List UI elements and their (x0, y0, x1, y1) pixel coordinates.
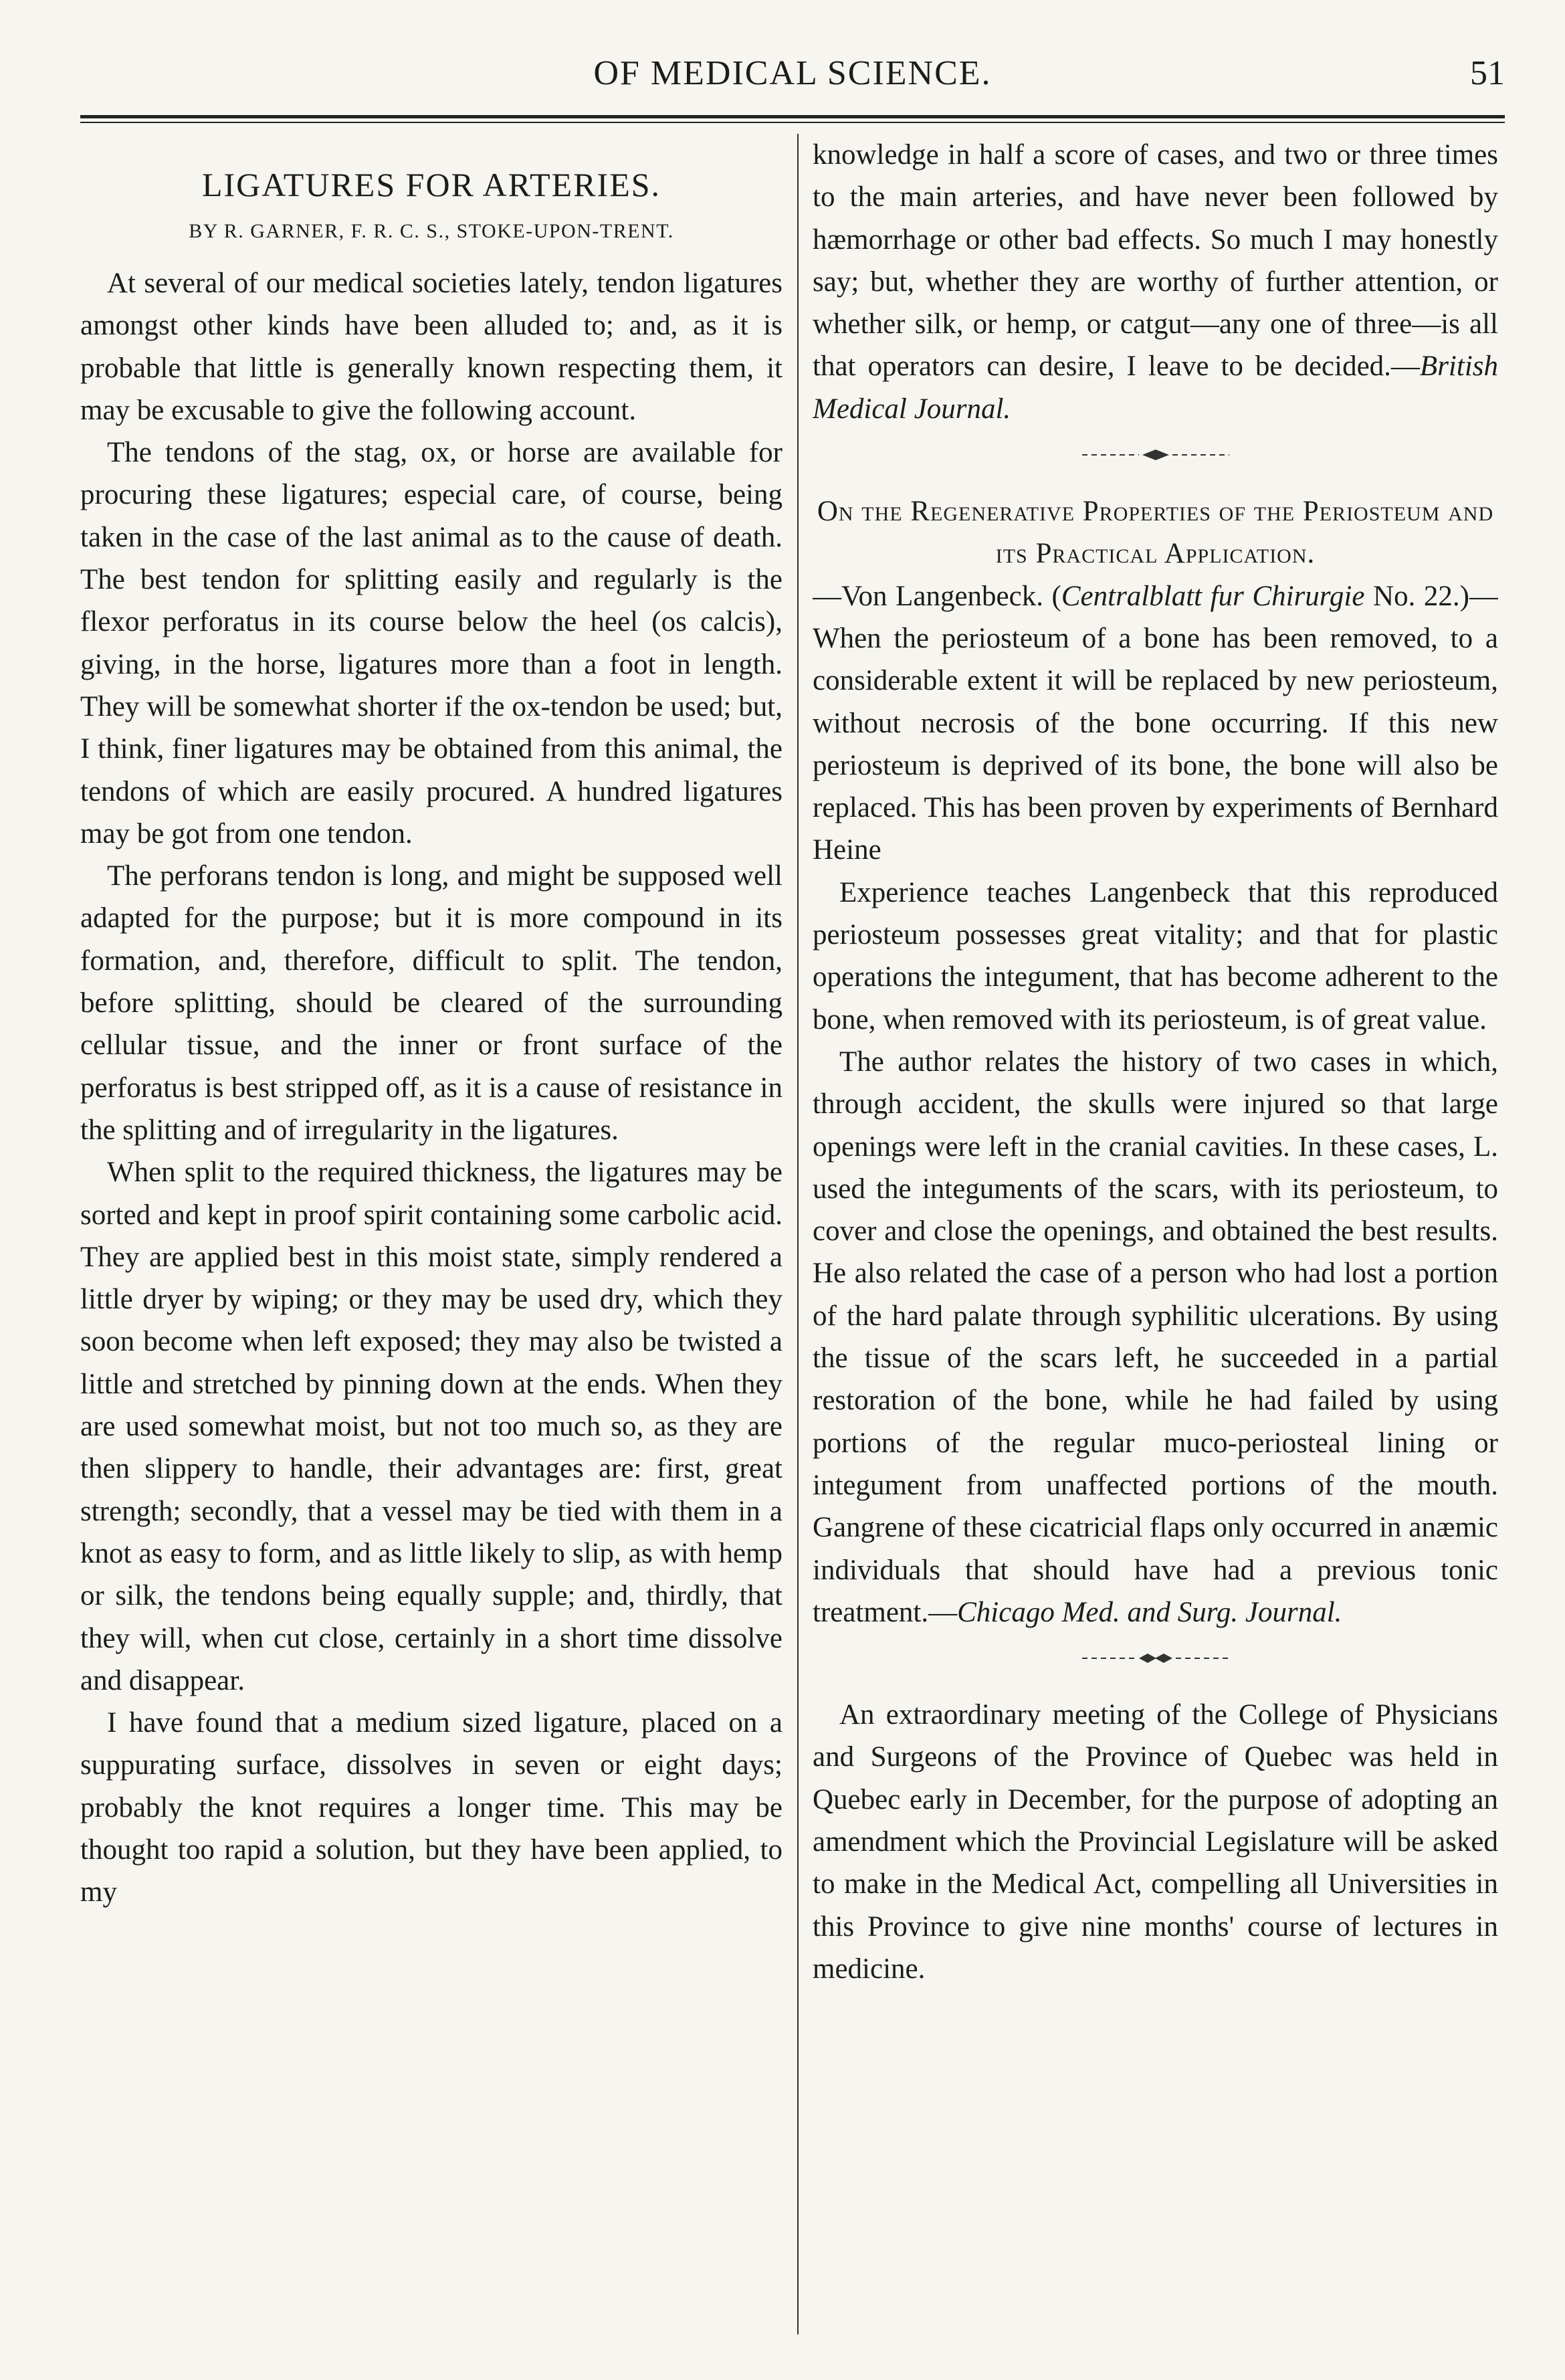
section-ornament (1075, 1648, 1236, 1668)
continuation-text: knowledge in half a score of cases, and two or three times to the main arteries, and have never been followed by hæmorrhage or other bad effects. So much I may honestly say; but, whether they are worthy of further attention, or whether silk, or hemp, or catgut—any one of three—is all that operators can desire, I leave to be decided.— (813, 139, 1498, 383)
left-column (80, 134, 782, 2341)
paragraph (813, 1041, 1498, 1633)
right-column (813, 134, 1498, 2341)
paragraph-text: No. 22.)—When the periosteum of a bone has been removed, to a considerable extent it will be replaced by new periosteum, without necrosis of the bone occurring. If this new periosteum is deprived of its bone, the bone will also be replaced. This has been proven by experiments of Bernhard Heine (813, 580, 1498, 866)
paragraph: When split to the required thickness, the ligatures may be sorted and kept in proof spirit containing some carbolic acid. They are applied best in this moist state, simply rendered a little dryer by wiping; or they may be used dry, which they soon become when left exposed; they may also be twisted a little and stretched by pinning down at the ends. When they are used somewhat moist, but not too much so, as they are then slippery to handle, their advantages are: first, great strength; secondly, that a vessel may be tied with them in a knot as easy to form, and as little likely to slip, as with hemp or silk, the tendons being equally supple; and, thirdly, that they will, when cut close, certainly in a short time dissolve and disappear. (80, 1157, 782, 1696)
paragraph: Experience teaches Langenbeck that this reproduced periosteum possesses great vitality; and that for plastic operations the integument, that has become adherent to the bone, when removed with its periosteum, is of great value. (813, 876, 1498, 1035)
attribution-text: —Von Langenbeck. ( (813, 580, 1061, 612)
section-ornament (1075, 445, 1236, 465)
source-citation: British Medical Journal. (813, 351, 1498, 425)
paragraph: The tendons of the stag, ox, or horse are available for procuring these ligatures; especial care, of course, being taken in the case of the last animal as to the cause of death. The best tendon for splitting easily and regularly is the flexor perforatus in its course below the heel (os calcis), giving, in the horse, ligatures more than a foot in length. They will be somewhat shorter if the ox-tendon be used; but, I think, finer ligatures may be obtained from this animal, the tendons of which are easily procured. A hundred ligatures may be got from one tendon. (80, 437, 782, 850)
paragraph-continuation (813, 134, 1498, 430)
paragraph: The perforans tendon is long, and might be supposed well adapted for the purpose; but it is more compound in its formation, and, therefore, difficult to split. The tendon, before splitting, should be cleared of the surrounding cellular tissue, and the inner or front surface of the perforatus is best stripped off, as it is a cause of resistance in the splitting and of irregularity in the ligatures. (80, 860, 782, 1146)
paragraph: An extraordinary meeting of the College of Physicians and Surgeons of the Province of Quebec was held in Quebec early in December, for the purpose of adopting an amendment which the Provincial Legislature will be asked to make in the Medical Act, compelling all Universities in this Province to give nine months' course of lectures in medicine. (813, 1699, 1498, 1985)
source-citation: Chicago Med. and Surg. Journal. (957, 1596, 1342, 1628)
running-head (80, 41, 1505, 102)
running-title: OF MEDICAL SCIENCE. (593, 54, 992, 92)
paragraph: At several of our medical societies lately, tendon ligatures amongst other kinds have been alluded to; and, as it is probable that little is generally known respecting them, it may be excusable to give the following account. (80, 268, 782, 426)
paragraph: I have found that a medium sized ligature, placed on a suppurating surface, dissolves in seven or eight days; probably the knot requires a longer time. This may be thought too rapid a solution, but they have been applied, to my (80, 1707, 782, 1908)
header-rule (80, 115, 1505, 123)
paragraph-text: The author relates the history of two cases in which, through accident, the skulls were injured so that large openings were left in the cranial cavities. In these cases, L. used the integuments of the scars, with its periosteum, to cover and close the openings, and obtained the best results. He also related the case of a person who had lost a portion of the hard palate through syphilitic ulcerations. By using the tissue of the scars left, he succeeded in a partial restoration of the bone, while he had failed by using portions of the regular muco-periosteal lining or integument from unaffected portions of the mouth. Gangrene of these cicatricial flaps only occurred in anæmic individuals that should have had a previous tonic treatment.— (813, 1046, 1498, 1628)
column-divider (797, 134, 799, 2335)
article-byline: BY R. GARNER, F. R. C. S., STOKE-UPON-TRENT. (189, 220, 674, 242)
page-number: 51 (1470, 54, 1505, 92)
paragraph (813, 575, 1498, 872)
article-heading-periosteum: On the Regenerative Properties of the Periosteum and its Practical Application. (817, 496, 1494, 570)
article-title-ligatures: LIGATURES FOR ARTERIES. (201, 166, 661, 203)
journal-name: Centralblatt fur Chirurgie (1061, 580, 1365, 612)
